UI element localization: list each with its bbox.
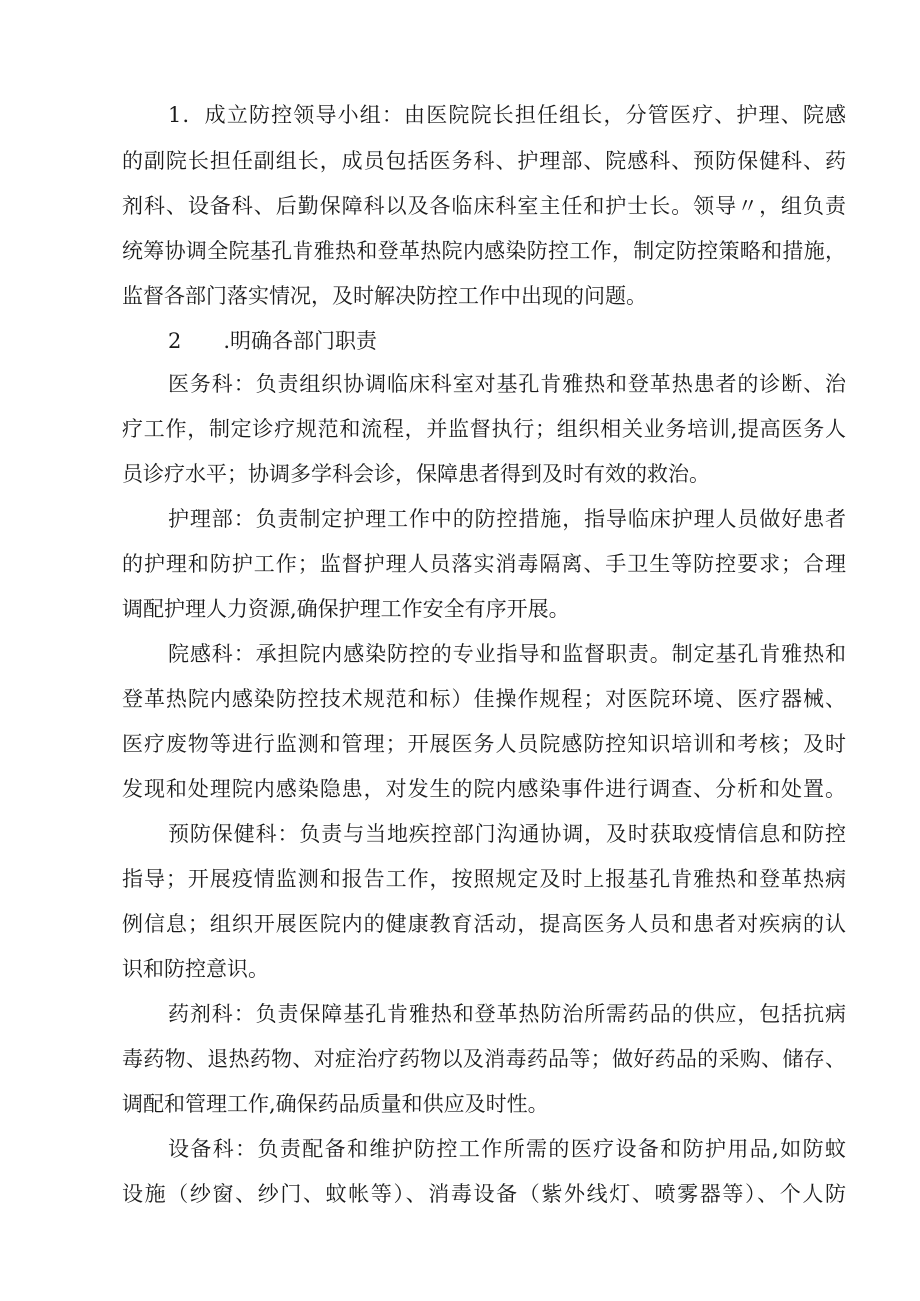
paragraph-line: 指导；开展疫情监测和报告工作，按照规定及时上报基孔肯雅热和登革热病 [122, 867, 846, 891]
paragraph-line: 发现和处理院内感染隐患，对发生的院内感染事件进行调查、分析和处置。 [122, 777, 846, 801]
paragraph-line: 调配和管理工作,确保药品质量和供应及时性。 [122, 1092, 549, 1116]
paragraph-line: 员诊疗水平；协调多学科会诊，保障患者得到及时有效的救治。 [122, 462, 710, 486]
paragraph-line: 医疗废物等进行监测和管理；开展医务人员院感防控知识培训和考核；及时 [122, 732, 846, 756]
paragraph-line: 毒药物、退热药物、对症治疗药物以及消毒药品等；做好药品的采购、储存、 [122, 1047, 846, 1071]
paragraph-line: 调配护理人力资源,确保护理工作安全有序开展。 [122, 597, 570, 621]
paragraph-line: 例信息；组织开展医院内的健康教育活动，提高医务人员和患者对疾病的认 [122, 912, 846, 936]
paragraph-line: 剂科、设备科、后勤保障科以及各临床科室主任和护士长。领导〃，组负责 [122, 194, 846, 218]
paragraph-line: 的副院长担任副组长，成员包括医务科、护理部、院感科、预防保健科、药 [122, 149, 846, 173]
paragraph-line: 识和防控意识。 [122, 957, 269, 981]
medical-affairs-line: 医务科：负责组织协调临床科室对基孔肯雅热和登革热患者的诊断、治 [168, 372, 846, 396]
infection-control-line: 院感科：承担院内感染防控的专业指导和监督职责。制定基孔肯雅热和 [168, 642, 846, 666]
nursing-dept-line: 护理部：负责制定护理工作中的防控措施，指导临床护理人员做好患者 [168, 507, 846, 531]
paragraph-line: 设施（纱窗、纱门、蚊帐等）、消毒设备（紫外线灯、喷雾器等）、个人防 [122, 1182, 846, 1206]
paragraph-line: 的护理和防护工作；监督护理人员落实消毒隔离、手卫生等防控要求；合理 [122, 552, 846, 576]
preventive-health-line: 预防保健科：负责与当地疾控部门沟通协调，及时获取疫情信息和防控 [168, 822, 846, 846]
item-2-heading: 2 .明确各部门职责 [168, 329, 378, 353]
paragraph-line: 统筹协调全院基孔肯雅热和登革热院内感染防控工作，制定防控策略和措施， [122, 239, 846, 263]
pharmacy-line: 药剂科：负责保障基孔肯雅热和登革热防治所需药品的供应，包括抗病 [168, 1002, 846, 1026]
paragraph-line: 疗工作，制定诊疗规范和流程，并监督执行；组织相关业务培训,提高医务人 [122, 417, 846, 441]
paragraph-line: 登革热院内感染防控技术规范和标）佳操作规程；对医院环境、医疗器械、 [122, 687, 846, 711]
item-1-heading-line: 1．成立防控领导小组：由医院院长担任组长，分管医疗、护理、院感 [168, 103, 846, 127]
equipment-dept-line: 设备科：负责配备和维护防控工作所需的医疗设备和防护用品,如防蚊 [168, 1137, 846, 1161]
paragraph-line: 监督各部门落实情况，及时解决防控工作中出现的问题。 [122, 284, 647, 308]
